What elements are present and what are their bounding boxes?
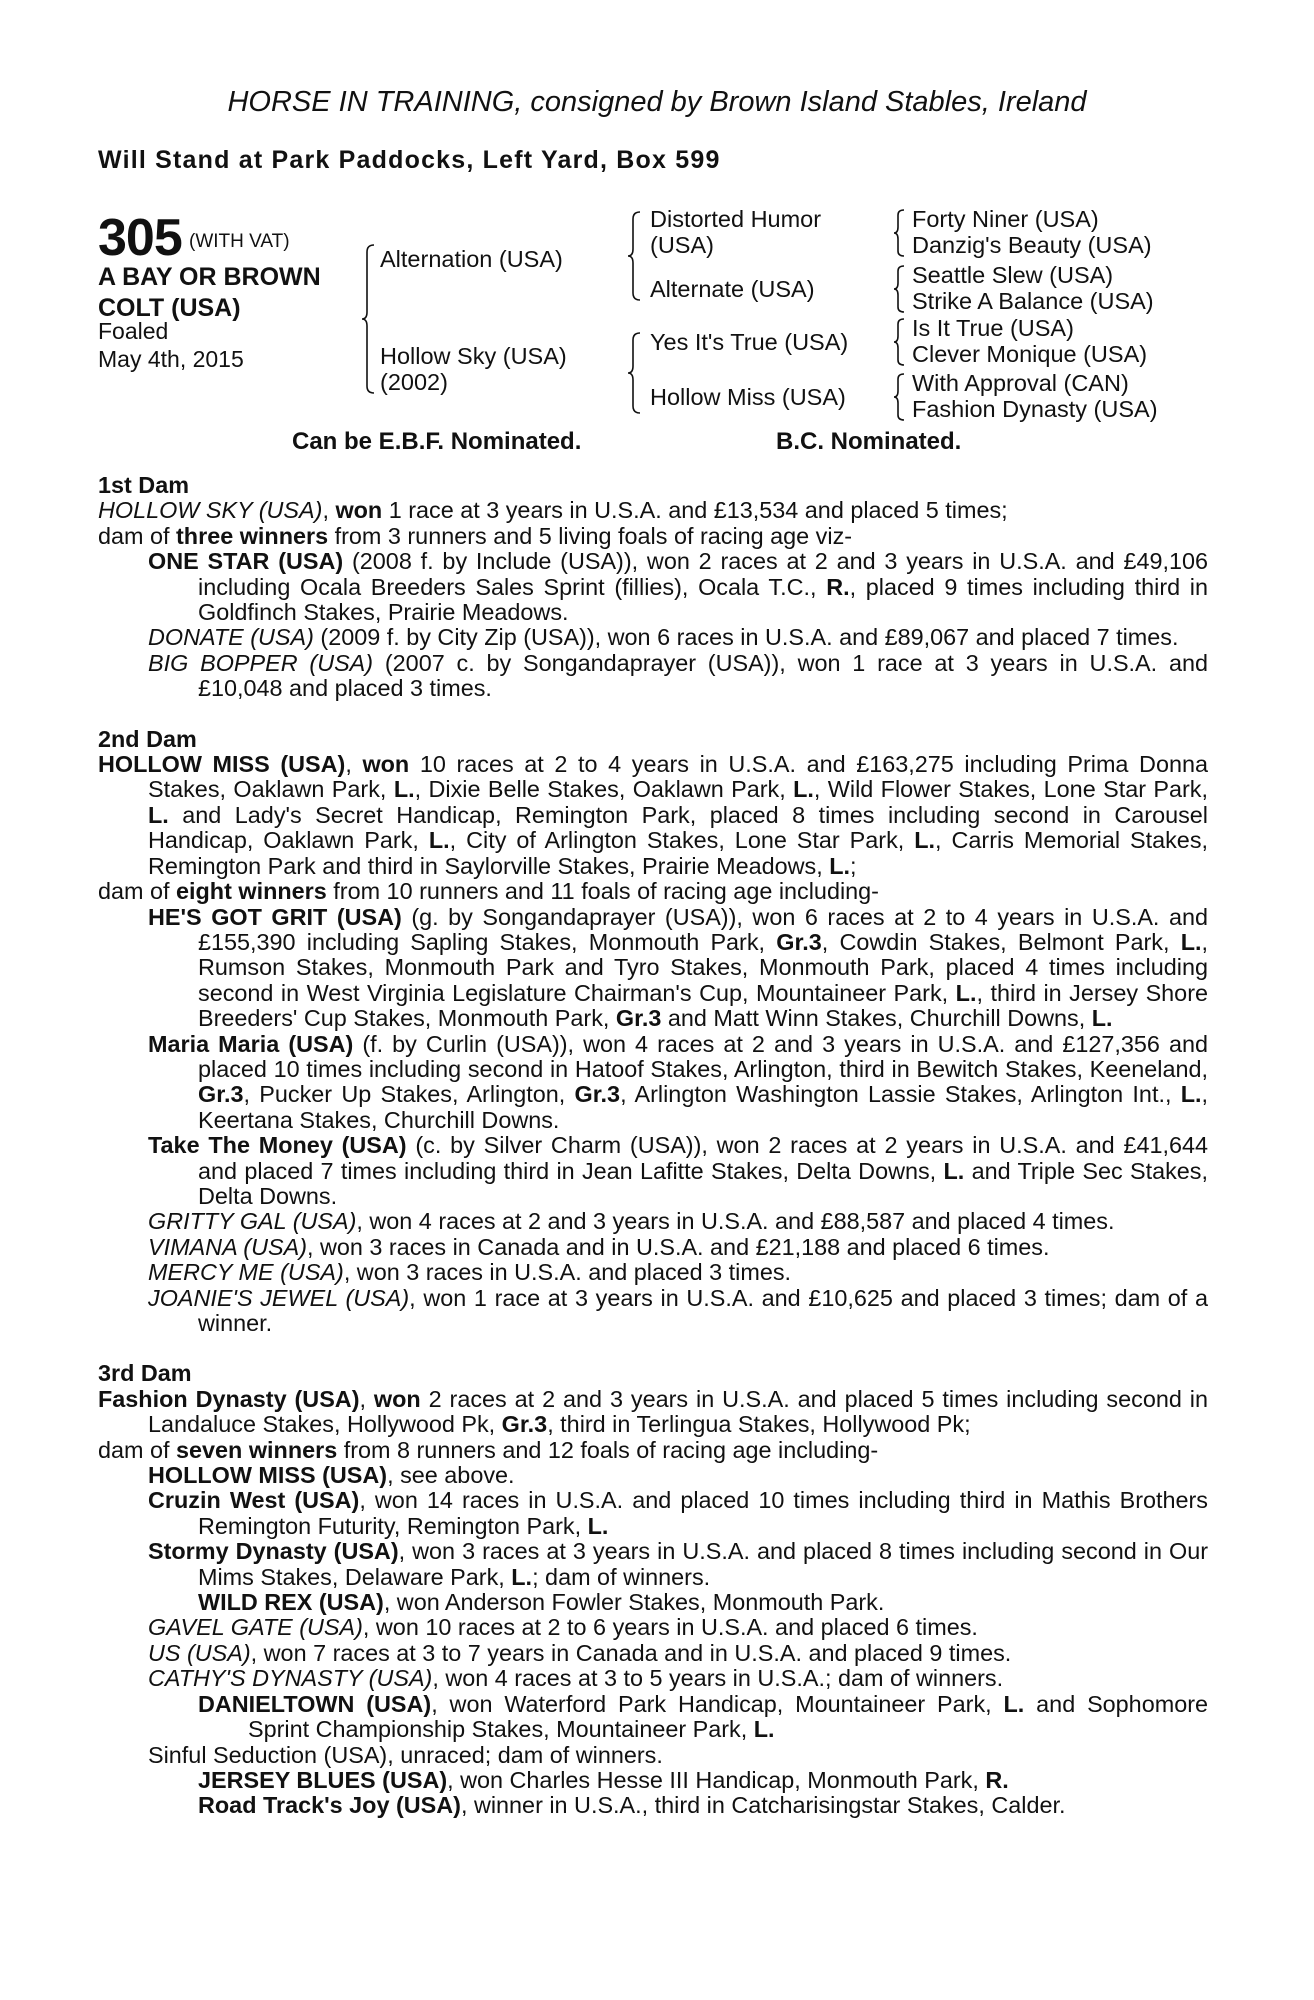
- first-dam-section: [98, 473, 1208, 702]
- page-header: HORSE IN TRAINING, consigned by Brown Island Stables, Ireland: [227, 86, 1087, 118]
- pedigree-bracket-dam: [627, 332, 641, 414]
- text: , won 10 races at 2 to 6 years in U.S.A. and placed 6 times.: [362, 1614, 978, 1641]
- horse-description: [98, 262, 321, 324]
- text: and Sophomore Sprint Championship Stakes, Mountaineer Park,: [248, 1690, 1208, 1743]
- text: 2 races at 2 and 3 years in U.S.A. and placed 5 times including second in Landaluce Stakes, Hollywood Pk,: [148, 1385, 1208, 1438]
- pedigree-bracket-main: [361, 244, 375, 394]
- bold-text: R.: [985, 1766, 1009, 1793]
- pedigree-dam-sire: Yes It's True (USA): [650, 329, 849, 355]
- italic-text: DONATE (USA): [148, 624, 314, 651]
- text: , won 3 races in U.S.A. and placed 3 times.: [343, 1259, 792, 1286]
- record-paragraph: [98, 549, 1208, 625]
- text: ,: [345, 751, 363, 778]
- bold-text: ONE STAR (USA): [148, 548, 344, 575]
- bold-text: three winners: [176, 522, 329, 549]
- record-paragraph: [98, 1615, 1208, 1640]
- text: dam of: [98, 878, 177, 905]
- text: , Dixie Belle Stakes, Oaklawn Park,: [414, 776, 794, 803]
- bold-text: L.: [1091, 1005, 1113, 1032]
- bold-text: L.: [428, 827, 450, 854]
- text: ,: [322, 497, 336, 524]
- text: , placed 9 times including third in Goldfinch Stakes, Prairie Meadows.: [198, 573, 1208, 626]
- text: (c. by Silver Charm (USA)), won 2 races at 2 years in U.S.A. and £41,644 and placed 7 times including third in Jean Lafitte Stakes, Delta Downs,: [198, 1132, 1208, 1184]
- record-paragraph: [98, 1743, 1208, 1768]
- pedigree-dam: Hollow Sky (USA): [380, 343, 567, 369]
- record-paragraph: [98, 651, 1208, 702]
- bold-text: L.: [753, 1716, 775, 1743]
- bold-text: L.: [511, 1563, 533, 1590]
- bold-text: L.: [148, 801, 169, 828]
- text: and Lady's Secret Handicap, Remington Park, placed 8 times including second in Carousel Handicap, Oaklawn Park,: [148, 801, 1208, 854]
- bold-text: L.: [393, 776, 415, 803]
- pedigree-sire-sire: Distorted Humor: [650, 206, 822, 232]
- pedigree-gg-1: Forty Niner (USA): [912, 206, 1099, 232]
- pedigree-gg-4: Strike A Balance (USA): [912, 288, 1154, 314]
- bold-text: L.: [829, 852, 851, 879]
- bold-text: HE'S GOT GRIT (USA): [148, 903, 402, 930]
- bold-text: L.: [1180, 928, 1202, 955]
- text: , Carris Memorial Stakes, Remington Park and third in Saylorville Stakes, Prairie Meadows,: [148, 827, 1209, 879]
- text: , third in Terlingua Stakes, Hollywood Pk;: [547, 1411, 971, 1438]
- pedigree-bracket-g3: [893, 318, 905, 366]
- text: and Triple Sec Stakes, Delta Downs.: [198, 1157, 1208, 1209]
- italic-text: US (USA): [148, 1639, 251, 1666]
- text: Sinful Seduction (USA), unraced; dam of winners.: [148, 1741, 663, 1768]
- bold-text: Gr.3: [615, 1005, 662, 1032]
- vat-note: (WITH VAT): [189, 231, 290, 252]
- record-paragraph: [98, 1260, 1208, 1285]
- bold-text: Gr.3: [776, 928, 822, 955]
- pedigree-gg-8: Fashion Dynasty (USA): [912, 396, 1158, 422]
- text: , Wild Flower Stakes, Lone Star Park,: [813, 776, 1208, 803]
- text: , won 3 races at 3 years in U.S.A. and placed 8 times including second in Our Mims Stakes, Delaware Park,: [198, 1538, 1208, 1590]
- record-paragraph: [98, 1209, 1208, 1234]
- bold-text: L.: [793, 776, 814, 803]
- record-paragraph: [98, 905, 1208, 1032]
- bold-text: won: [335, 497, 383, 524]
- text: dam of: [98, 522, 177, 549]
- foaled-label: Foaled: [98, 318, 169, 344]
- text: from 10 runners and 11 foals of racing age including-: [326, 878, 879, 905]
- text: (2009 f. by City Zip (USA)), won 6 races in U.S.A. and £89,067 and placed 7 times.: [313, 624, 1179, 651]
- pedigree-gg-6: Clever Monique (USA): [912, 341, 1148, 367]
- text: (f. by Curlin (USA)), won 4 races at 2 and 3 years in U.S.A. and £127,356 and placed 10 times including second in Hatoof Stakes, Arlington, third in Bewitch Stakes, Keeneland,: [198, 1030, 1208, 1082]
- third-dam-section: [98, 1361, 1208, 1818]
- text: , Pucker Up Stakes, Arlington,: [243, 1081, 575, 1108]
- pedigree-gg-3: Seattle Slew (USA): [912, 262, 1114, 288]
- second-dam-paragraphs: [98, 752, 1208, 1336]
- bold-text: L.: [587, 1512, 609, 1539]
- text: , won 7 races at 3 to 7 years in Canada and in U.S.A. and placed 9 times.: [250, 1639, 1012, 1666]
- pedigree-gg-7: With Approval (CAN): [912, 370, 1129, 396]
- record-paragraph: [98, 1032, 1208, 1134]
- text: 10 races at 2 to 4 years in U.S.A. and £163,275 including Prima Donna Stakes, Oaklawn Park,: [148, 751, 1208, 803]
- record-paragraph: [98, 1692, 1208, 1743]
- text: from 8 runners and 12 foals of racing age including-: [337, 1436, 879, 1463]
- text: ,: [359, 1385, 374, 1412]
- pedigree-bracket-g2: [893, 265, 905, 313]
- bold-text: Fashion Dynasty (USA): [98, 1385, 360, 1412]
- bold-text: L.: [1003, 1690, 1025, 1717]
- bold-text: DANIELTOWN (USA): [198, 1690, 432, 1717]
- record-paragraph: [98, 1286, 1208, 1337]
- text: ;: [850, 852, 857, 879]
- bold-text: R.: [826, 573, 850, 600]
- text: , Rumson Stakes, Monmouth Park and Tyro Stakes, Monmouth Park, placed 4 times including second in West Virginia Legislature Chairman's Cup, Mountaineer Park,: [198, 928, 1208, 1006]
- location-line: Will Stand at Park Paddocks, Left Yard, Box 599: [98, 146, 721, 174]
- text: , won 3 races in Canada and in U.S.A. and £21,188 and placed 6 times.: [306, 1233, 1050, 1260]
- lot-number: 305: [98, 209, 182, 267]
- third-dam-paragraphs: [98, 1387, 1208, 1819]
- text: , won 4 races at 2 and 3 years in U.S.A. and £88,587 and placed 4 times.: [356, 1208, 1115, 1235]
- pedigree-bracket-g4: [893, 373, 905, 421]
- text: , Cowdin Stakes, Belmont Park,: [821, 928, 1181, 955]
- text: , won 1 race at 3 years in U.S.A. and £10,625 and placed 3 times; dam of a winner.: [198, 1284, 1208, 1336]
- text: , see above.: [387, 1462, 515, 1489]
- pedigree-bracket-sire: [627, 211, 641, 301]
- text: , Keertana Stakes, Churchill Downs.: [198, 1081, 1208, 1133]
- pedigree-sire: Alternation (USA): [380, 246, 563, 272]
- text: , Arlington Washington Lassie Stakes, Arlington Int.,: [620, 1081, 1181, 1108]
- text: (2008 f. by Include (USA)), won 2 races at 2 and 3 years in U.S.A. and £49,106 including Ocala Breeders Sales Sprint (fillies), Ocala T.C.,: [198, 548, 1208, 600]
- text: ; dam of winners.: [532, 1563, 711, 1590]
- text: 1 race at 3 years in U.S.A. and £13,534 and placed 5 times;: [382, 497, 1008, 524]
- record-paragraph: [98, 1133, 1208, 1209]
- record-paragraph: [98, 1463, 1208, 1488]
- pedigree-dam-dam: Hollow Miss (USA): [650, 384, 846, 410]
- text: , won 14 races in U.S.A. and placed 10 times including third in Mathis Brothers Remington Futurity, Remington Park,: [198, 1487, 1208, 1539]
- second-dam-section: [98, 727, 1208, 1337]
- text: , winner in U.S.A., third in Catcharisingstar Stakes, Calder.: [460, 1792, 1066, 1819]
- bold-text: Take The Money (USA): [148, 1132, 407, 1159]
- bold-text: Road Track's Joy (USA): [198, 1792, 461, 1819]
- record-paragraph: [98, 1590, 1208, 1615]
- bold-text: L.: [1180, 1081, 1202, 1108]
- bold-text: HOLLOW MISS (USA): [98, 751, 346, 778]
- bold-text: WILD REX (USA): [198, 1589, 384, 1616]
- italic-text: GAVEL GATE (USA): [148, 1614, 363, 1641]
- description-line-2: COLT (USA): [98, 294, 241, 322]
- record-paragraph: [98, 1793, 1208, 1818]
- text: (g. by Songandaprayer (USA)), won 6 races at 2 to 4 years in U.S.A. and £155,390 including Sapling Stakes, Monmouth Park,: [198, 903, 1208, 955]
- bold-text: Maria Maria (USA): [148, 1030, 354, 1057]
- record-paragraph: [98, 1539, 1208, 1590]
- text: (2007 c. by Songandaprayer (USA)), won 1 race at 3 years in U.S.A. and £10,048 and placed 3 times.: [198, 649, 1208, 702]
- record-paragraph: [98, 1666, 1208, 1691]
- text: , City of Arlington Stakes, Lone Star Park,: [449, 827, 915, 854]
- text: , won Waterford Park Handicap, Mountaineer Park,: [431, 1690, 1004, 1717]
- foaled-date: May 4th, 2015: [98, 346, 244, 372]
- bold-text: Gr.3: [501, 1411, 548, 1438]
- bold-text: L.: [955, 979, 977, 1006]
- record-paragraph: [98, 752, 1208, 879]
- record-paragraph: [98, 524, 1208, 549]
- record-paragraph: [98, 1641, 1208, 1666]
- italic-text: MERCY ME (USA): [148, 1259, 344, 1286]
- dam-sections: [98, 473, 1208, 1819]
- italic-text: JOANIE'S JEWEL (USA): [148, 1284, 410, 1311]
- bold-text: Cruzin West (USA): [148, 1487, 360, 1514]
- text: and Matt Winn Stakes, Churchill Downs,: [661, 1005, 1092, 1032]
- record-paragraph: [98, 625, 1208, 650]
- italic-text: BIG BOPPER (USA): [148, 649, 374, 676]
- text: , won Anderson Fowler Stakes, Monmouth Park.: [383, 1589, 885, 1616]
- pedigree-sire-sire-country: (USA): [650, 232, 714, 258]
- bold-text: won: [373, 1385, 421, 1412]
- bold-text: seven winners: [176, 1436, 338, 1463]
- text: dam of: [98, 1436, 177, 1463]
- first-dam-paragraphs: [98, 498, 1208, 701]
- record-paragraph: [98, 1488, 1208, 1539]
- italic-text: GRITTY GAL (USA): [148, 1208, 357, 1235]
- bold-text: HOLLOW MISS (USA): [148, 1462, 388, 1489]
- description-line-1: A BAY OR BROWN: [98, 263, 321, 291]
- record-paragraph: [98, 1387, 1208, 1438]
- italic-text: VIMANA (USA): [148, 1233, 307, 1260]
- ebf-note: Can be E.B.F. Nominated.: [292, 428, 582, 455]
- pedigree-sire-dam: Alternate (USA): [650, 276, 815, 302]
- third-dam-heading: 3rd Dam: [98, 1360, 192, 1387]
- foaled-info: [98, 317, 244, 373]
- bold-text: won: [362, 751, 410, 778]
- record-paragraph: [98, 498, 1208, 523]
- record-paragraph: [98, 1438, 1208, 1463]
- bold-text: L.: [943, 1157, 965, 1184]
- bold-text: Gr.3: [198, 1081, 244, 1108]
- text: , third in Jersey Shore Breeders' Cup Stakes, Monmouth Park,: [198, 979, 1208, 1032]
- pedigree-gg-5: Is It True (USA): [912, 315, 1074, 341]
- bold-text: Gr.3: [574, 1081, 621, 1108]
- bold-text: JERSEY BLUES (USA): [198, 1766, 448, 1793]
- first-dam-heading: 1st Dam: [98, 472, 190, 498]
- text: from 3 runners and 5 living foals of racing age viz-: [328, 522, 853, 549]
- bold-text: L.: [914, 827, 936, 854]
- pedigree-dam-year: (2002): [380, 369, 448, 395]
- bc-note: B.C. Nominated.: [776, 428, 962, 455]
- bold-text: eight winners: [176, 878, 327, 905]
- record-paragraph: [98, 1235, 1208, 1260]
- pedigree-gg-2: Danzig's Beauty (USA): [912, 232, 1152, 258]
- italic-text: HOLLOW SKY (USA): [98, 497, 323, 524]
- text: , won Charles Hesse III Handicap, Monmouth Park,: [447, 1766, 986, 1793]
- bold-text: Stormy Dynasty (USA): [148, 1538, 399, 1565]
- second-dam-heading: 2nd Dam: [98, 725, 197, 752]
- record-paragraph: [98, 879, 1208, 904]
- italic-text: CATHY'S DYNASTY (USA): [148, 1665, 433, 1692]
- pedigree-bracket-g1: [893, 209, 905, 257]
- record-paragraph: [98, 1768, 1208, 1793]
- text: , won 4 races at 3 to 5 years in U.S.A.; dam of winners.: [432, 1665, 1004, 1692]
